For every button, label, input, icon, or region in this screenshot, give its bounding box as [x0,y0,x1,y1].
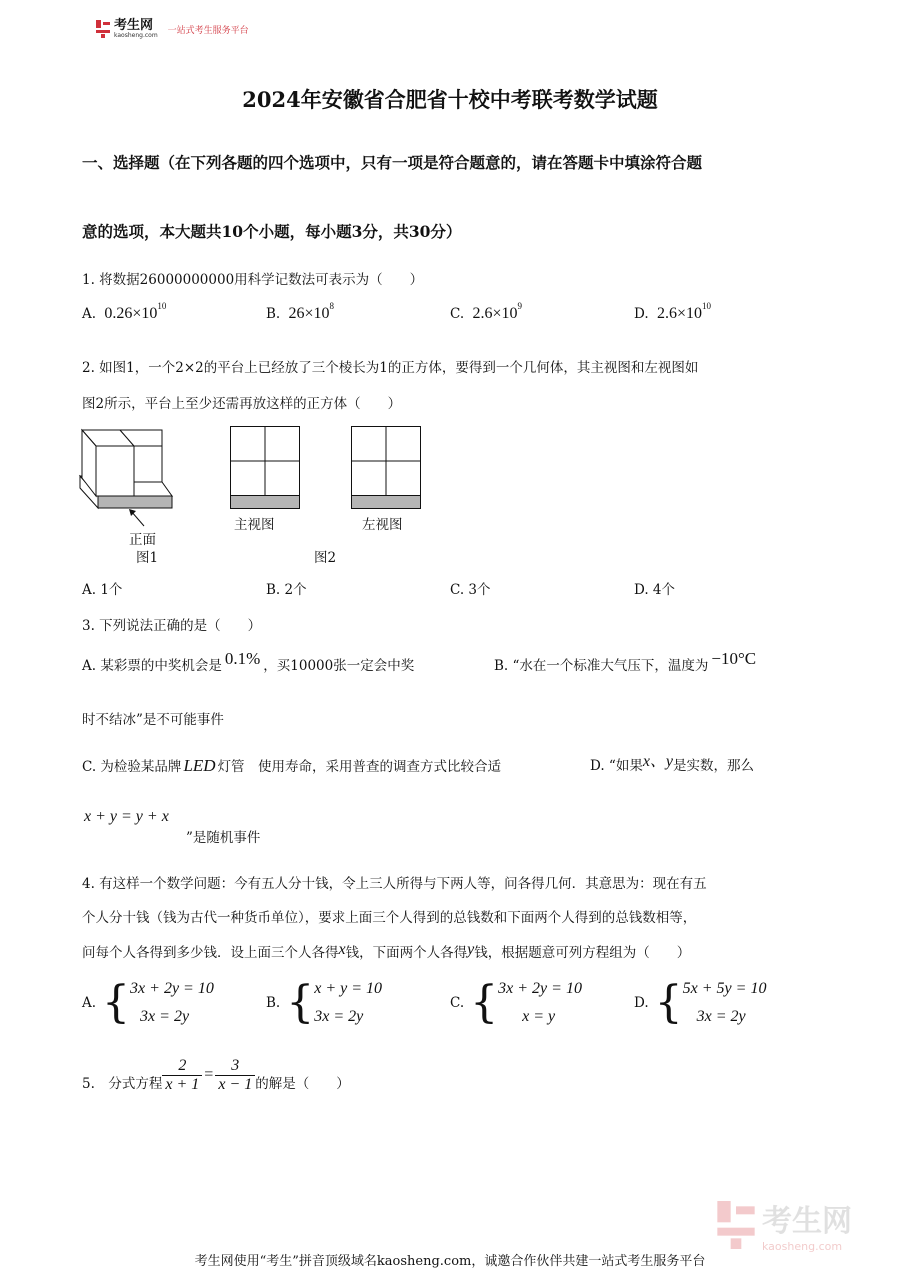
q4-option-c: C. { 3x + 2y = 10 x = y [450,977,582,1028]
q3-option-b: B. “水在一个标准大气压下，温度为 −10°C [494,649,757,674]
q3-stem: 3. 下列说法正确的是（ ） [82,618,262,634]
header-slogan: 一站式考生服务平台 [167,25,249,36]
q3-option-b-cont: 时不结冰”是不可能事件 [82,712,224,728]
q3-option-d: D. “如果x、y是实数，那么 [590,753,755,774]
section-heading-line2: 意的选项，本大题共10个小题，每小题3分，共30分） [82,222,462,241]
q4-stem-line3: 问每个人各得到多少钱．设上面三个人各得x钱，下面两个人各得y钱，根据题意可列方程组为（ ） [82,941,691,961]
q4-option-a: A. { 3x + 2y = 10 3x = 2y [82,977,214,1028]
q2-option-d: D. 4个 [634,582,676,598]
q3-option-a: A. 某彩票的中奖机会是 0.1% ，买10000张一定会中奖 [82,649,415,674]
q1-option-d: D. $2.6\times 10^{10}$ [634,301,711,322]
main-view-figure [230,426,300,510]
q4-option-b: B. { x + y = 10 3x = 2y [266,977,383,1028]
kaosheng-logo-icon [96,20,110,38]
fig-front-label: 正面 [129,532,156,548]
q2-option-b: B. 2个 [266,582,307,598]
q1-option-a: A. $0.26\times 10^{10}$ [82,301,167,322]
q1-option-c: C. $2.6\times 10^9$ [450,301,522,322]
q2-stem-line2: 图2所示，平台上至少还需再放这样的正方体（ ） [82,396,402,412]
watermark [716,1196,852,1253]
logo-name: 考生网 [114,17,154,33]
left-view-label: 左视图 [362,517,403,533]
logo-url: kaosheng.com [114,31,158,39]
watermark-url: kaosheng.com [762,1240,843,1253]
q4-option-d: D. { 5x + 5y = 10 3x = 2y [634,977,767,1028]
q5-fraction-left: $\frac{2}{x + 1}$ [162,1057,202,1094]
q3-option-d-equation: x + y = y + x [84,808,169,825]
header-logo [96,19,249,39]
q3-option-d-end: ”是随机事件 [186,830,261,846]
main-view-label: 主视图 [234,517,275,533]
watermark-logo-icon [716,1201,756,1249]
q1-option-b: B. $26\times 10^8$ [266,301,335,322]
left-view-figure [351,426,421,510]
figure1-cubes [78,426,178,516]
watermark-name: 考生网 [762,1204,852,1239]
q2-option-c: C. 3个 [450,582,491,598]
page-footer: 考生网使用“考生”拼音顶级域名kaosheng.com，诚邀合作伙伴共建一站式考生服务平台 [194,1254,706,1269]
fig2-label: 图2 [314,550,337,566]
q3-option-c: C. 为检验某品牌 LED 灯管 使用寿命，采用普查的调查方式比较合适 [82,756,502,775]
page-title: 2024年安徽省合肥省十校中考联考数学试题 [242,87,658,112]
q2-stem-line1: 2. 如图1，一个2×2的平台上已经放了三个棱长为1的正方体，要得到一个几何体，其主视图和左视图如 [82,360,699,376]
section-heading-line1: 一、选择题（在下列各题的四个选项中，只有一项是符合题意的，请在答题卡中填涂符合题 [82,153,703,172]
q5-stem: 5. 分式方程 $\frac{2}{x + 1}$ = $\frac{3}{x - 1}$ 的解是（ ） [82,1056,350,1093]
q1-stem: 1. 将数据26000000000用科学记数法可表示为（ ） [82,272,424,288]
q4-stem-line1: 4. 有这样一个数学问题：今有五人分十钱，令上三人所得与下两人等，问各得几何．其意思为：现在有五 [82,876,707,892]
front-arrow-icon [126,506,150,530]
fig1-label: 图1 [136,550,159,566]
q4-stem-line2: 个人分十钱（钱为古代一种货币单位），要求上面三个人得到的总钱数和下面两个人得到的总钱数相等， [82,910,697,926]
q2-option-a: A. 1个 [82,582,123,598]
q5-fraction-right: $\frac{3}{x - 1}$ [215,1057,255,1094]
